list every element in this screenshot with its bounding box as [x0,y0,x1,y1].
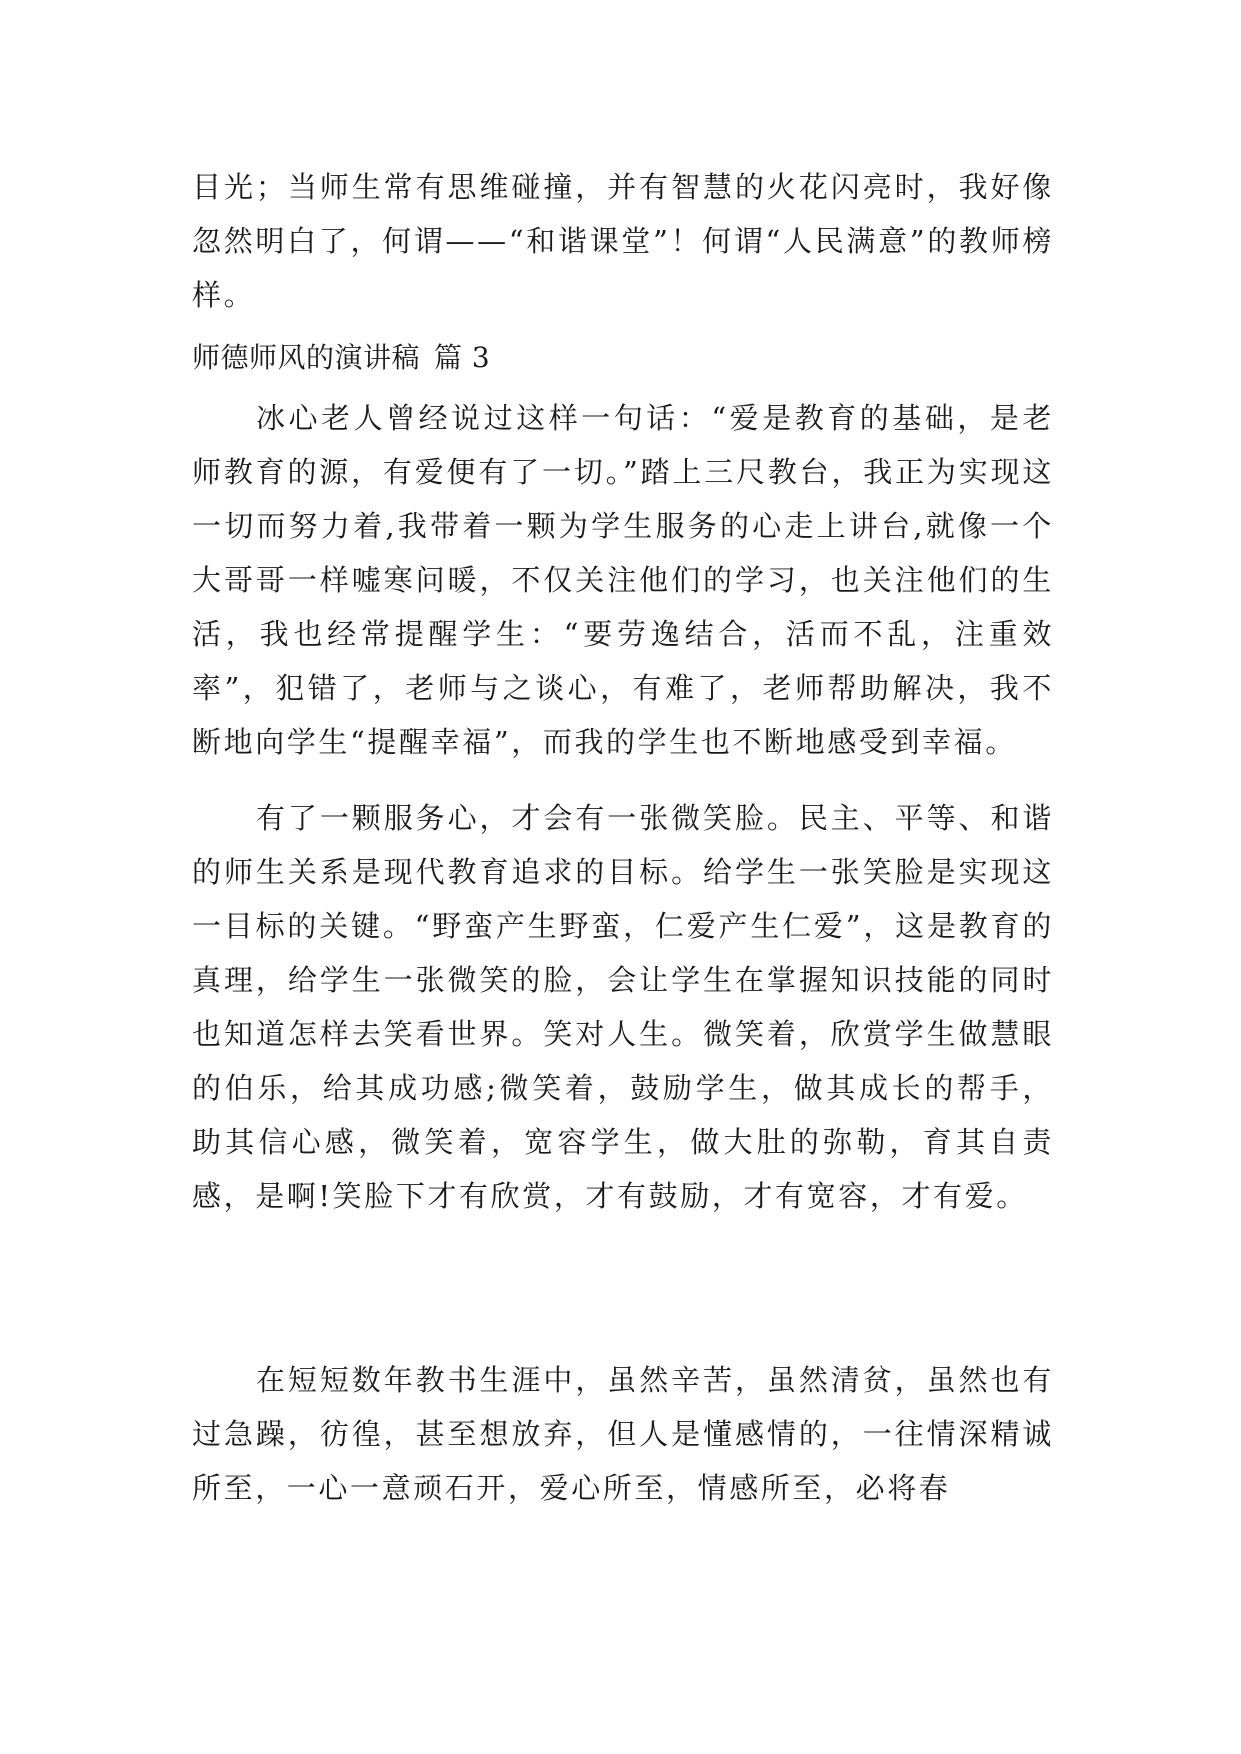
section-heading [192,338,490,378]
continuation-paragraph: 目光；当师生常有思维碰撞，并有智慧的火花闪亮时，我好像忽然明白了，何谓——“和谐课堂”！何谓“人民满意”的教师榜样。 [192,170,1054,312]
body-paragraph-1: 冰心老人曾经说过这样一句话：“爱是教育的基础，是老师教育的源，有爱便有了一切。”踏上三尺教台，我正为实现这一切而努力着,我带着一颗为学生服务的心走上讲台,就像一个大哥哥一样嘘寒问暖，不仅关注他们的学习，也关注他们的生活，我也经常提醒学生：“要劳逸结合，活而不乱，注重效率”，犯错了，老师与之谈心，有难了，老师帮助解决，我不断地向学生“提醒幸福”，而我的学生也不断地感受到幸福。 [192,401,1054,759]
section-title: 师德师风的演讲稿 [192,341,421,374]
body-paragraph-2: 有了一颗服务心，才会有一张微笑脸。民主、平等、和谐的师生关系是现代教育追求的目标。给学生一张笑脸是实现这一目标的关键。“野蛮产生野蛮，仁爱产生仁爱”，这是教育的真理，给学生一张微笑的脸，会让学生在掌握知识技能的同时也知道怎样去笑看世界。笑对人生。微笑着，欣赏学生做慧眼的伯乐，给其成功感;微笑着，鼓励学生，做其成长的帮手，助其信心感，微笑着，宽容学生，做大肚的弥勒，育其自责感，是啊!笑脸下才有欣赏，才有鼓励，才有宽容，才有爱。 [192,801,1054,1213]
section-part-number: 篇 3 [434,341,491,374]
body-paragraph-3: 在短短数年教书生涯中，虽然辛苦，虽然清贫，虽然也有过急躁，彷徨，甚至想放弃，但人是懂感情的，一往情深精诚所至，一心一意顽石开，爱心所至，情感所至，必将春 [192,1363,1054,1505]
